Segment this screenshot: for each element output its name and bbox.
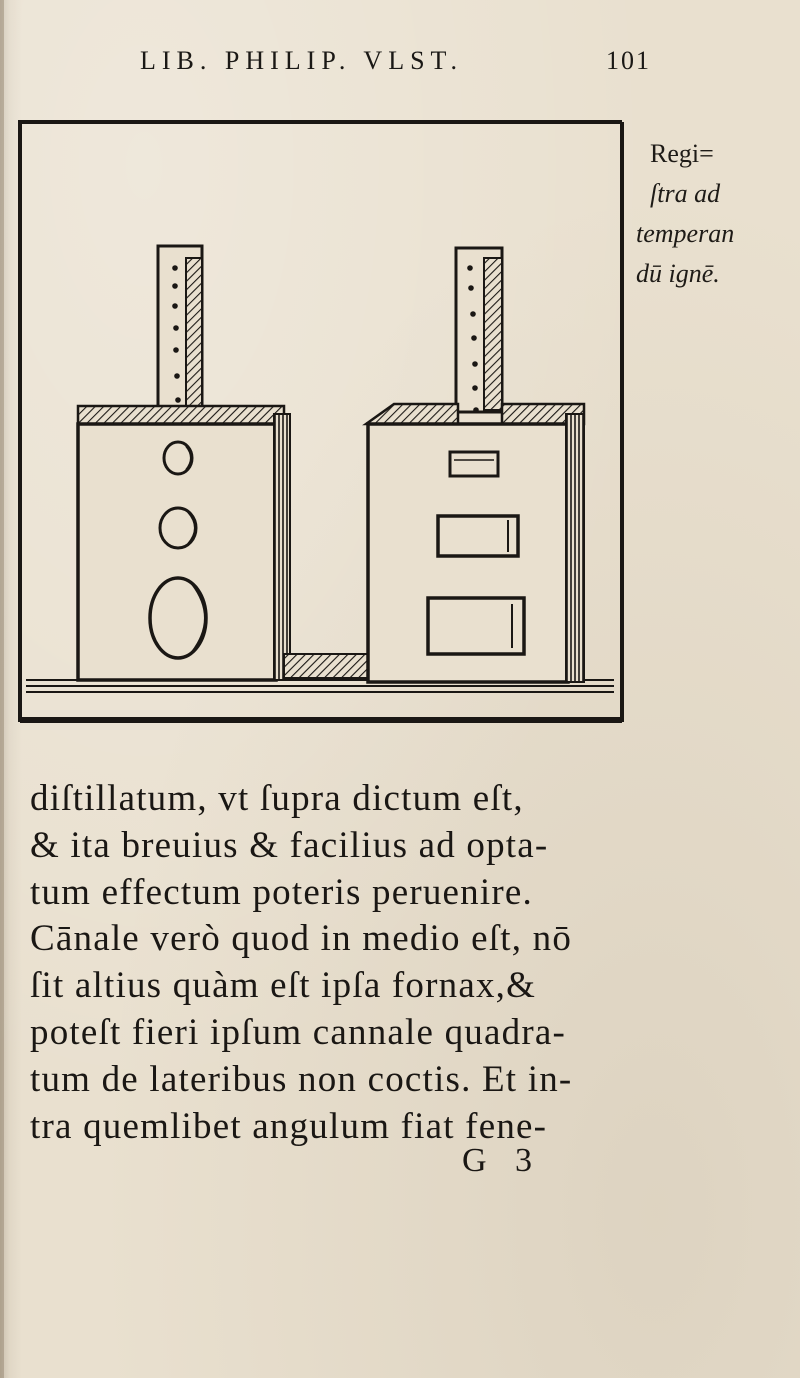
- marginal-note-line: temperan: [636, 219, 735, 248]
- text-line: & ita breuius & facilius ad opta-: [30, 824, 549, 866]
- text-line: poteſt fieri ipſum cannale quadra-: [30, 1011, 566, 1053]
- marginal-note-line: ſtra ad: [650, 179, 721, 208]
- running-head-title: LIB. PHILIP. VLST.: [140, 46, 463, 75]
- text-line: ſit altius quàm eſt ipſa fornax,&: [30, 965, 537, 1007]
- text-line: tra quemlibet angulum fiat fene-: [30, 1105, 548, 1147]
- page-number: 101: [606, 46, 651, 75]
- page-edge: [0, 0, 4, 1378]
- running-head: [140, 46, 680, 86]
- marginal-note-line: dū ignē.: [636, 259, 720, 288]
- furnace-woodcut-illustration: [18, 118, 630, 730]
- right-furnace: [366, 248, 584, 682]
- text-line: tum effectum poteris peruenire.: [30, 871, 533, 913]
- text-line: tum de lateribus non coctis. Et in-: [30, 1058, 573, 1100]
- marginal-note-line: Regi=: [650, 139, 714, 168]
- signature-mark: G 3: [462, 1142, 543, 1179]
- marginal-note: [636, 134, 794, 294]
- body-text: [30, 776, 730, 1150]
- text-line: diſtillatum, vt ſupra dictum eſt,: [30, 778, 524, 819]
- left-furnace: [78, 246, 290, 680]
- central-canal: [284, 654, 368, 678]
- text-line: Cānale verò quod in medio eſt, nō: [30, 918, 573, 960]
